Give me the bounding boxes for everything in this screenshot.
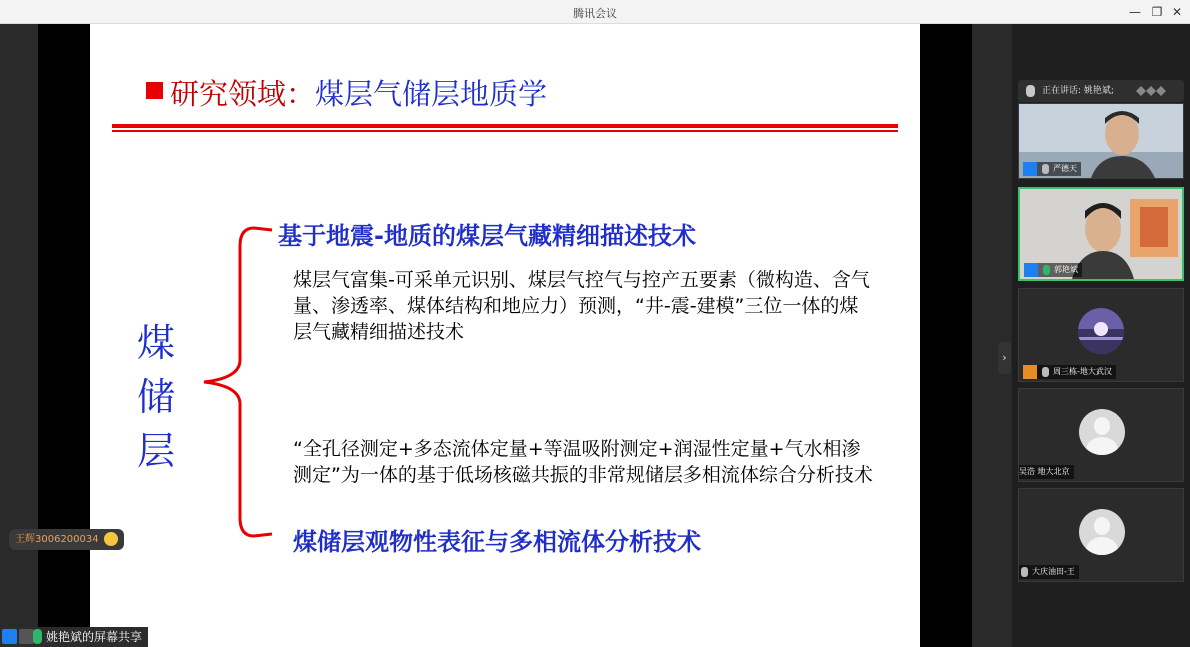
heading-rule-thick [112, 124, 898, 128]
technique-description-2: “全孔径测定+多态流体定量+等温吸附测定+润湿性定量+气水相渗测定”为一体的基于低场核磁共振的非常规储层多相流体综合分析技术 [293, 438, 873, 486]
participant-tile[interactable] [1018, 288, 1184, 382]
right-letterbox [920, 24, 972, 647]
screen-share-indicator [0, 627, 148, 647]
participant-tile[interactable] [1018, 388, 1184, 482]
heading-prefix: 研究领域： [170, 77, 316, 111]
window-title: 腾讯会议 [573, 7, 617, 20]
speaker-wave-icon [1136, 86, 1166, 96]
user-icon [1023, 162, 1037, 176]
participant-name-label: 周三栋-地大武汉 [1023, 365, 1116, 379]
title-bar [0, 0, 1190, 24]
participant-name-label: 严德天 [1023, 162, 1081, 176]
heading-rule-thin [112, 130, 898, 132]
vertical-char: 煤 [136, 321, 175, 365]
participant-tile[interactable] [1018, 488, 1184, 582]
vertical-char: 储 [136, 375, 175, 419]
vertical-char: 层 [136, 429, 175, 473]
default-avatar-icon [1079, 509, 1125, 555]
close-icon[interactable]: ✕ [1171, 5, 1183, 19]
heading-bullet [146, 82, 163, 99]
shared-screen-area [0, 24, 1012, 647]
default-avatar-icon [1079, 409, 1125, 455]
slide-heading [170, 72, 547, 113]
speaking-label: 正在讲话: 姚艳斌; [1042, 86, 1114, 96]
left-margin [0, 24, 38, 647]
user-icon [1023, 365, 1037, 379]
chat-sender: 王辉3006200034 [15, 534, 99, 545]
mic-on-icon [1043, 265, 1050, 275]
speaking-indicator [1018, 80, 1184, 102]
collapse-panel-button[interactable]: › [998, 342, 1011, 374]
left-letterbox [38, 24, 90, 647]
technique-title-2: 煤储层观物性表征与多相流体分析技术 [293, 528, 701, 556]
user-icon [2, 629, 17, 644]
user-icon [1024, 263, 1038, 277]
mic-off-icon [1021, 567, 1028, 577]
participant-name-label: 郭艳斌 [1024, 263, 1082, 277]
participant-tile-active[interactable] [1018, 187, 1184, 281]
clap-icon [104, 532, 118, 546]
restore-icon[interactable]: ❐ [1151, 5, 1163, 19]
curly-brace [194, 220, 284, 540]
participant-name-label: 大庆油田-王 [1019, 565, 1079, 579]
vertical-title [134, 316, 178, 478]
mic-icon [1026, 85, 1035, 97]
share-screen-icon [19, 629, 34, 644]
technique-description-1: 煤层气富集-可采单元识别、煤层气控气与控产五要素（微构造、含气量、渗透率、煤体结构和地应力）预测，“井-震-建模”三位一体的煤层气藏精细描述技术 [293, 269, 870, 343]
mic-off-icon [1042, 164, 1049, 174]
presentation-slide [90, 24, 920, 647]
participant-avatar [1077, 307, 1125, 355]
share-label: 姚艳斌的屏幕共享 [46, 630, 143, 644]
chat-reaction[interactable] [9, 529, 124, 550]
technique-title-1: 基于地震-地质的煤层气藏精细描述技术 [278, 222, 696, 250]
participant-tile[interactable] [1018, 103, 1184, 179]
mic-icon [33, 629, 42, 644]
minimize-icon[interactable]: — [1129, 5, 1141, 19]
mic-off-icon [1042, 367, 1049, 377]
heading-topic: 煤层气储层地质学 [315, 77, 548, 111]
right-margin [972, 24, 1012, 647]
participant-name-label: 吴浩 地大北京 [1019, 465, 1074, 479]
